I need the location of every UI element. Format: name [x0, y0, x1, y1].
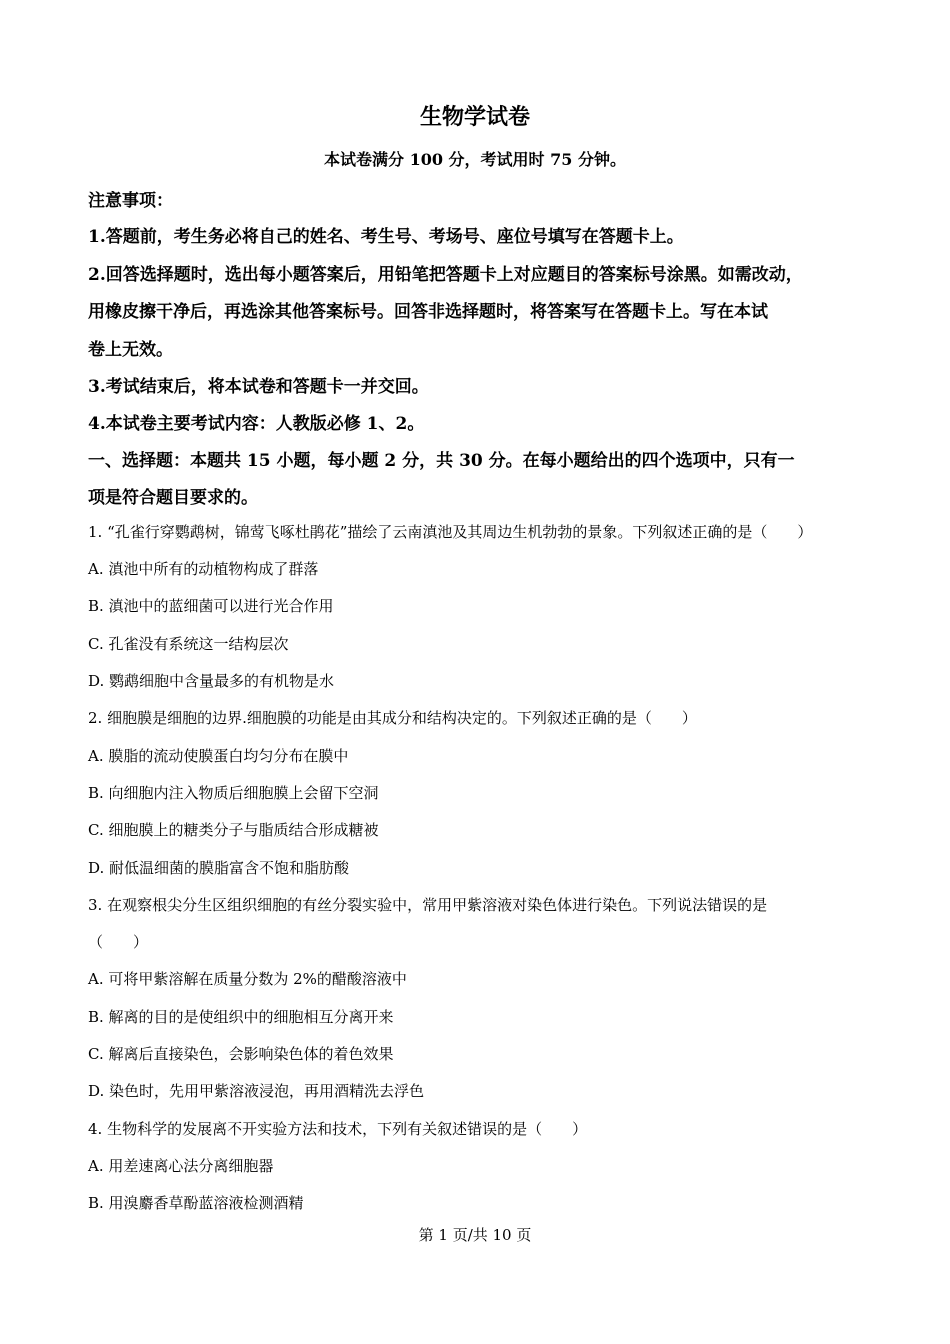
page-title: 生物学试卷: [419, 104, 530, 130]
exam-subtitle: 本试卷满分 100 分，考试用时 75 分钟。: [324, 150, 626, 169]
notice-item: 卷上无效。: [88, 340, 173, 360]
question-stem: 4. 生物科学的发展离不开实验方法和技术，下列有关叙述错误的是（ ）: [88, 1120, 588, 1138]
page-number-footer: 第 1 页/共 10 页: [418, 1226, 532, 1244]
notice-item: 用橡皮擦干净后，再选涂其他答案标号。回答非选择题时，将答案写在答题卡上。写在本试: [88, 302, 768, 322]
question-stem: 2. 细胞膜是细胞的边界.细胞膜的功能是由其成分和结构决定的。下列叙述正确的是（ ）: [88, 709, 697, 727]
question-option: C. 解离后直接染色，会影响染色体的着色效果: [88, 1045, 394, 1063]
notice-item: 4.本试卷主要考试内容：人教版必修 1、2。: [88, 414, 425, 434]
question-stem-continued: （ ）: [88, 933, 149, 951]
question-option: D. 耐低温细菌的膜脂富含不饱和脂肪酸: [88, 859, 350, 877]
question-stem: 1. “孔雀行穿鹦鹉树，锦莺飞啄杜鹃花”描绘了云南滇池及其周边生机勃勃的景象。下列叙述正确的是（ ）: [88, 523, 813, 541]
question-option: B. 向细胞内注入物质后细胞膜上会留下空洞: [88, 784, 379, 802]
question-option: D. 染色时，先用甲紫溶液浸泡，再用酒精洗去浮色: [88, 1082, 425, 1100]
notice-heading: 注意事项：: [88, 191, 173, 211]
question-option: A. 可将甲紫溶解在质量分数为 2%的醋酸溶液中: [88, 970, 407, 988]
question-option: D. 鹦鹉细胞中含量最多的有机物是水: [88, 672, 335, 690]
notice-item: 1.答题前，考生务必将自己的姓名、考生号、考场号、座位号填写在答题卡上。: [88, 227, 684, 247]
notice-item: 3.考试结束后，将本试卷和答题卡一并交回。: [88, 377, 429, 397]
question-option: B. 解离的目的是使组织中的细胞相互分离开来: [88, 1008, 394, 1026]
question-option: A. 用差速离心法分离细胞器: [88, 1157, 274, 1175]
question-option: B. 用溴麝香草酚蓝溶液检测酒精: [88, 1194, 304, 1212]
question-option: A. 膜脂的流动使膜蛋白均匀分布在膜中: [88, 747, 349, 765]
notice-item: 2.回答选择题时，选出每小题答案后，用铅笔把答题卡上对应题目的答案标号涂黑。如需改动，: [88, 265, 803, 285]
section-heading: 项是符合题目要求的。: [88, 488, 258, 508]
section-heading: 一、选择题：本题共 15 小题，每小题 2 分，共 30 分。在每小题给出的四个选项中，只有一: [88, 451, 795, 471]
question-option: C. 孔雀没有系统这一结构层次: [88, 635, 289, 653]
question-stem: 3. 在观察根尖分生区组织细胞的有丝分裂实验中，常用甲紫溶液对染色体进行染色。下列说法错误的是: [88, 896, 768, 914]
question-option: B. 滇池中的蓝细菌可以进行光合作用: [88, 597, 334, 615]
question-option: C. 细胞膜上的糖类分子与脂质结合形成糖被: [88, 821, 379, 839]
question-option: A. 滇池中所有的动植物构成了群落: [88, 560, 319, 578]
